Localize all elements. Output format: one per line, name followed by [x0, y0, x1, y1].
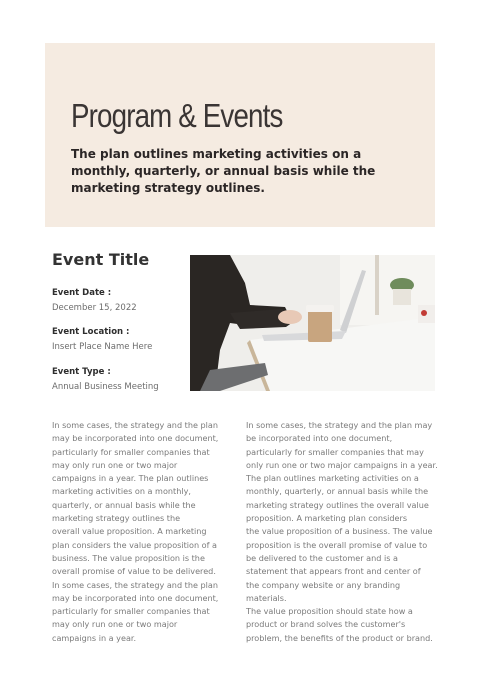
- page-title: Program & Events: [71, 97, 283, 134]
- body-line: plan considers the value proposition of a: [52, 539, 218, 550]
- body-line: In some cases, the strategy and the plan may: [246, 420, 433, 430]
- body-line: be incorporated into one document,: [246, 433, 393, 444]
- body-line: particularly for smaller companies that: [52, 446, 210, 457]
- body-line: product or brand solves the customer's: [246, 619, 406, 630]
- body-line: particularly for smaller companies that: [52, 606, 210, 617]
- body-line: proposition. A marketing plan considers: [246, 513, 408, 524]
- event-photo: [190, 255, 435, 391]
- body-line: may only run one or two major: [52, 619, 178, 630]
- page-subtitle: The plan outlines marketing activities on a monthly, quarterly, or annual basis while the marketing strategy outlines.: [71, 147, 376, 195]
- event-location: [52, 326, 152, 353]
- event-photo-illustration: [190, 255, 435, 391]
- header-banner: [45, 43, 435, 227]
- body-line: campaigns in a year.: [52, 632, 137, 643]
- body-line: the company website or any branding: [246, 579, 401, 590]
- body-line: overall promise of value to be delivered.: [52, 566, 216, 577]
- body-text-left-column: [52, 419, 220, 645]
- body-line: only run one or two major campaigns in a year.: [246, 459, 438, 470]
- event-type: [52, 366, 159, 393]
- body-line: be delivered to the customer and is a: [246, 552, 398, 563]
- body-line: campaigns in a year. The plan outlines: [52, 473, 209, 484]
- body-line: In some cases, the strategy and the plan: [52, 420, 218, 430]
- body-line: marketing activities on a monthly,: [52, 486, 191, 497]
- body-line: The plan outlines marketing activities on a: [246, 473, 419, 484]
- body-line: marketing strategy outlines the: [52, 513, 181, 524]
- body-text-right-column: [246, 419, 436, 645]
- body-line: materials.: [246, 592, 287, 603]
- body-line: proposition is the overall promise of value to: [246, 539, 428, 550]
- event-location-label: Event Location :: [52, 327, 130, 337]
- event-date: [52, 287, 137, 314]
- event-type-value: Annual Business Meeting: [52, 382, 159, 392]
- body-line: business. The value proposition is the: [52, 552, 205, 563]
- body-line: problem, the benefits of the product or brand.: [246, 632, 433, 643]
- body-line: In some cases, the strategy and the plan: [52, 579, 218, 590]
- body-line: overall value proposition. A marketing: [52, 526, 207, 537]
- body-line: statement that appears front and center of: [246, 566, 421, 577]
- body-line: may be incorporated into one document,: [52, 592, 219, 603]
- body-line: may be incorporated into one document,: [52, 433, 219, 444]
- body-line: The value proposition should state how a: [246, 606, 413, 617]
- event-date-value: December 15, 2022: [52, 303, 137, 313]
- body-line: marketing strategy outlines the overall value: [246, 499, 429, 510]
- event-type-label: Event Type :: [52, 367, 111, 377]
- body-line: particularly for smaller companies that may: [246, 446, 424, 457]
- event-title: Event Title: [52, 250, 150, 269]
- event-location-value: Insert Place Name Here: [52, 342, 153, 352]
- body-line: quarterly, or annual basis while the: [52, 499, 196, 510]
- body-line: may only run one or two major: [52, 459, 178, 470]
- body-line: monthly, quarterly, or annual basis while the: [246, 486, 429, 497]
- event-date-label: Event Date :: [52, 288, 112, 298]
- body-line: the value proposition of a business. The value: [246, 526, 433, 537]
